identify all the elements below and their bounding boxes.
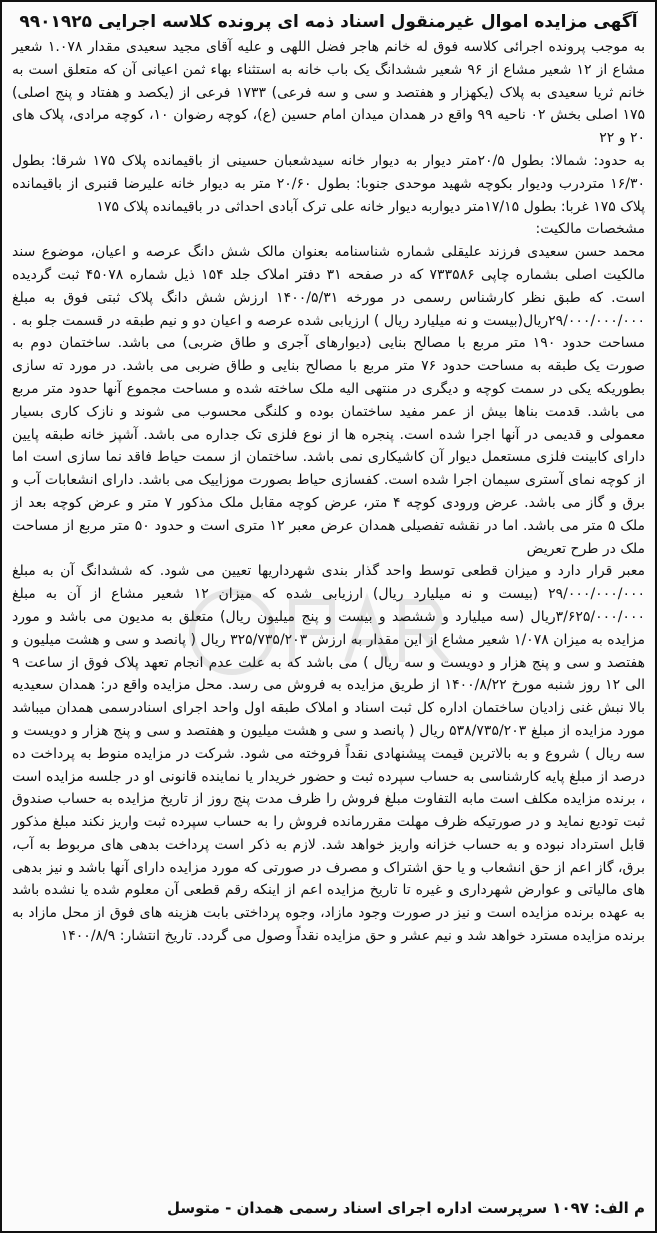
auction-terms-paragraph: معبر قرار دارد و میزان قطعی توسط واحد گذار بندی شهرداریها تعیین می شود. که ششدانگ آن به مبلغ ۲۹/۰۰۰/۰۰۰/۰۰۰ (بیست و نه میلیارد ریال) ارزیابی شده که میزان ۱۲ شعیر مشاع از آن به مبلغ ۳/۶۲۵/۰۰۰/۰۰۰ریال (سه میلیارد و ششصد و بیست و پنج میلیون ریال) متعلق به مدیون می باشد و مورد مزایده به میزان ۱/۰۷۸ شعیر مشاع از این مقدار به ارزش ۳۲۵/۷۳۵/۲۰۳ ریال ( پانصد و سی و هشت میلیون و هفتصد و سی و پنج هزار و دویست و سه ریال ) می باشد که به علت عدم انجام تعهد پلاک فوق از ساعت ۹ الی ۱۲ روز شنبه مورخ ۱۴۰۰/۸/۲۲ از طریق مزایده به فروش می رسد. محل مزایده واقع در: همدان سعیدیه بالا نبش غنی زادیان ساختمان اداره کل ثبت اسناد و املاک طبقه اول واحد اجرای اسنادرسمی همدان میباشد مورد مزایده از مبلغ ۵۳۸/۷۳۵/۲۰۳ ریال ( پانصد و سی و هشت میلیون و هفتصد و سی و پنج هزار و دویست و سه ریال ) شروع و به بالاترین قیمت پیشنهادی نقداً فروخته می شود. شرکت در مزایده منوط به پرداخت ده درصد از مبلغ پایه کارشناسی به حساب سپرده ثبت و حضور خریدار یا نماینده قانونی او در جلسه مزایده است ، برنده مزایده مکلف است مابه التفاوت مبلغ فروش را ظرف مدت پنج روز از تاریخ مزایده به حساب صندوق ثبت تودیع نماید و در صورتیکه ظرف مهلت مقررمانده فروش را به حساب سپرده ثبت واریز نکند مبلغ مذکور قابل استرداد نبوده و به حساب خزانه واریز خواهد شد. لازم به ذکر است پرداخت بدهی های مربوط به آب، برق، گاز اعم از حق انشعاب و یا حق اشتراک و مصرف در صورتی که مورد مزایده دارای آنها باشد و نیز بدهی های مالیاتی و عوارض شهرداری و غیره تا تاریخ مزایده اعم از اینکه رقم قطعی آن معلوم شده یا نشده باشد به عهده برنده مزایده است و نیز در صورت وجود مازاد، وجوه پرداختی بابت هزینه های فوق از محل مازاد به برنده مزایده مسترد خواهد شد و نیم عشر و حق مزایده نقداً وصول می گردد. تاریخ انتشار: ۱۴۰۰/۸/۹ [12,563,646,945]
notice-intro-paragraph: به موجب پرونده اجرائی کلاسه فوق له خانم هاجر فضل اللهی و علیه آقای مجید سعیدی مقدار ۱.۰۷۸ شعیر مشاع از ۱۲ شعیر مشاع از ۹۶ شعیر ششدانگ یک باب خانه به استثناء بهاء ثمن اعیانی آن که متعلق است به خانم ثریا سعیدی به پلاک (یکهزار و هفتصد و سی و سه فرعی) ۱۷۳۳ فرعی از (یکصد و هفتاد و پنج اصلی) ۱۷۵ اصلی بخش ۰۲ ناحیه ۹۹ واقع در همدان میدان امام حسین (ع)، کوچه رضوان ۱۰، کوچه مرادی، پلاک های ۲۰ و ۲۲ [12,39,646,147]
ownership-details-paragraph: محمد حسن سعیدی فرزند علیقلی شماره شناسنامه بعنوان مالک شش دانگ عرصه و اعیان، موضوع سند مالکیت اصلی بشماره چاپی ۷۳۳۵۸۶ که در صفحه ۳۱ دفتر املاک جلد ۱۵۴ ذیل شماره ۴۵۰۷۸ ثبت گردیده است. که طبق نظر کارشناس رسمی در مورخه ۱۴۰۰/۵/۳۱ ارزش شش دانگ پلاک ثبتی فوق به مبلغ ۲۹/۰۰۰/۰۰۰/۰۰۰ریال(بیست و نه میلیارد ریال ) ارزیابی شده عرصه و اعیان دو و نیم طبقه در قسمت جلو به . مساحت حدود ۱۹۰ متر مربع با مصالح بنایی (دیوارهای آجری و طاق ضربی) می باشد. ساختمان دوم به صورت یک طبقه به مساحت حدود ۷۶ متر مربع با مصالح بنایی و طاق ضربی می باشد. در مورد ته سازی بطوریکه یکی در سمت کوچه و دیگری در منتهی الیه ملک ساخته شده و مساحت مجموع آنها حدود متر مربع می باشد. قدمت بناها بیش از عمر مفید ساختمان بوده و کلنگی محسوب می شوند و نازک کاری بسیار معمولی و قدیمی در آنها اجرا شده است. پنجره ها از نوع فلزی تک جداره می باشد. آشپز خانه طبقه پایین دارای کابینت فلزی مستعمل دیوار آن کاشیکاری نمی باشد. ساختمان از سمت حیاط فاقد نما سازی است اما از کوچه نمای آستری سیمان اجرا شده است. کفسازی حیاط بصورت موزاییک می باشد. دارای انشعابات آب و برق و گاز می باشد. عرض ورودی کوچه ۴ متر، عرض کوچه مقابل ملک مذکور ۷ متر و عرض کوچه بعد از ملک ۵ متر می باشد. اما در نقشه تفصیلی همدان عرض معبر ۱۲ متری است و حدود ۵۰ متر مربع از مساحت ملک در طرح تعریض [12,244,645,557]
notice-title: آگهی مزایده اموال غیرمنقول اسناد ذمه ای پرونده کلاسه اجرایی ۹۹۰۱۹۲۵ [19,12,638,32]
ownership-heading: مشخصات مالکیت: [535,221,645,238]
notice-footer-signature: م الف: ۱۰۹۷ سرپرست اداره اجرای اسناد رسمی همدان - متوسل [166,1199,645,1217]
property-boundaries-paragraph: به حدود: شمالا: بطول ۲۰/۵متر دیوار به دیوار خانه سیدشعبان حسینی از باقیمانده پلاک ۱۷۵ شرقا: بطول ۱۶/۳۰ متردرب ودیوار بکوچه شهید موحدی جنوبا: بطول ۲۰/۶۰ متر به دیوار خانه علیرضا قنبری از باقیمانده پلاک ۱۷۵ غربا: بطول ۱۷/۱۵متر دیواربه دیوار خانه علی ترک آبادی احداثی در باقیمانده پلاک ۱۷۵ [12,152,645,215]
